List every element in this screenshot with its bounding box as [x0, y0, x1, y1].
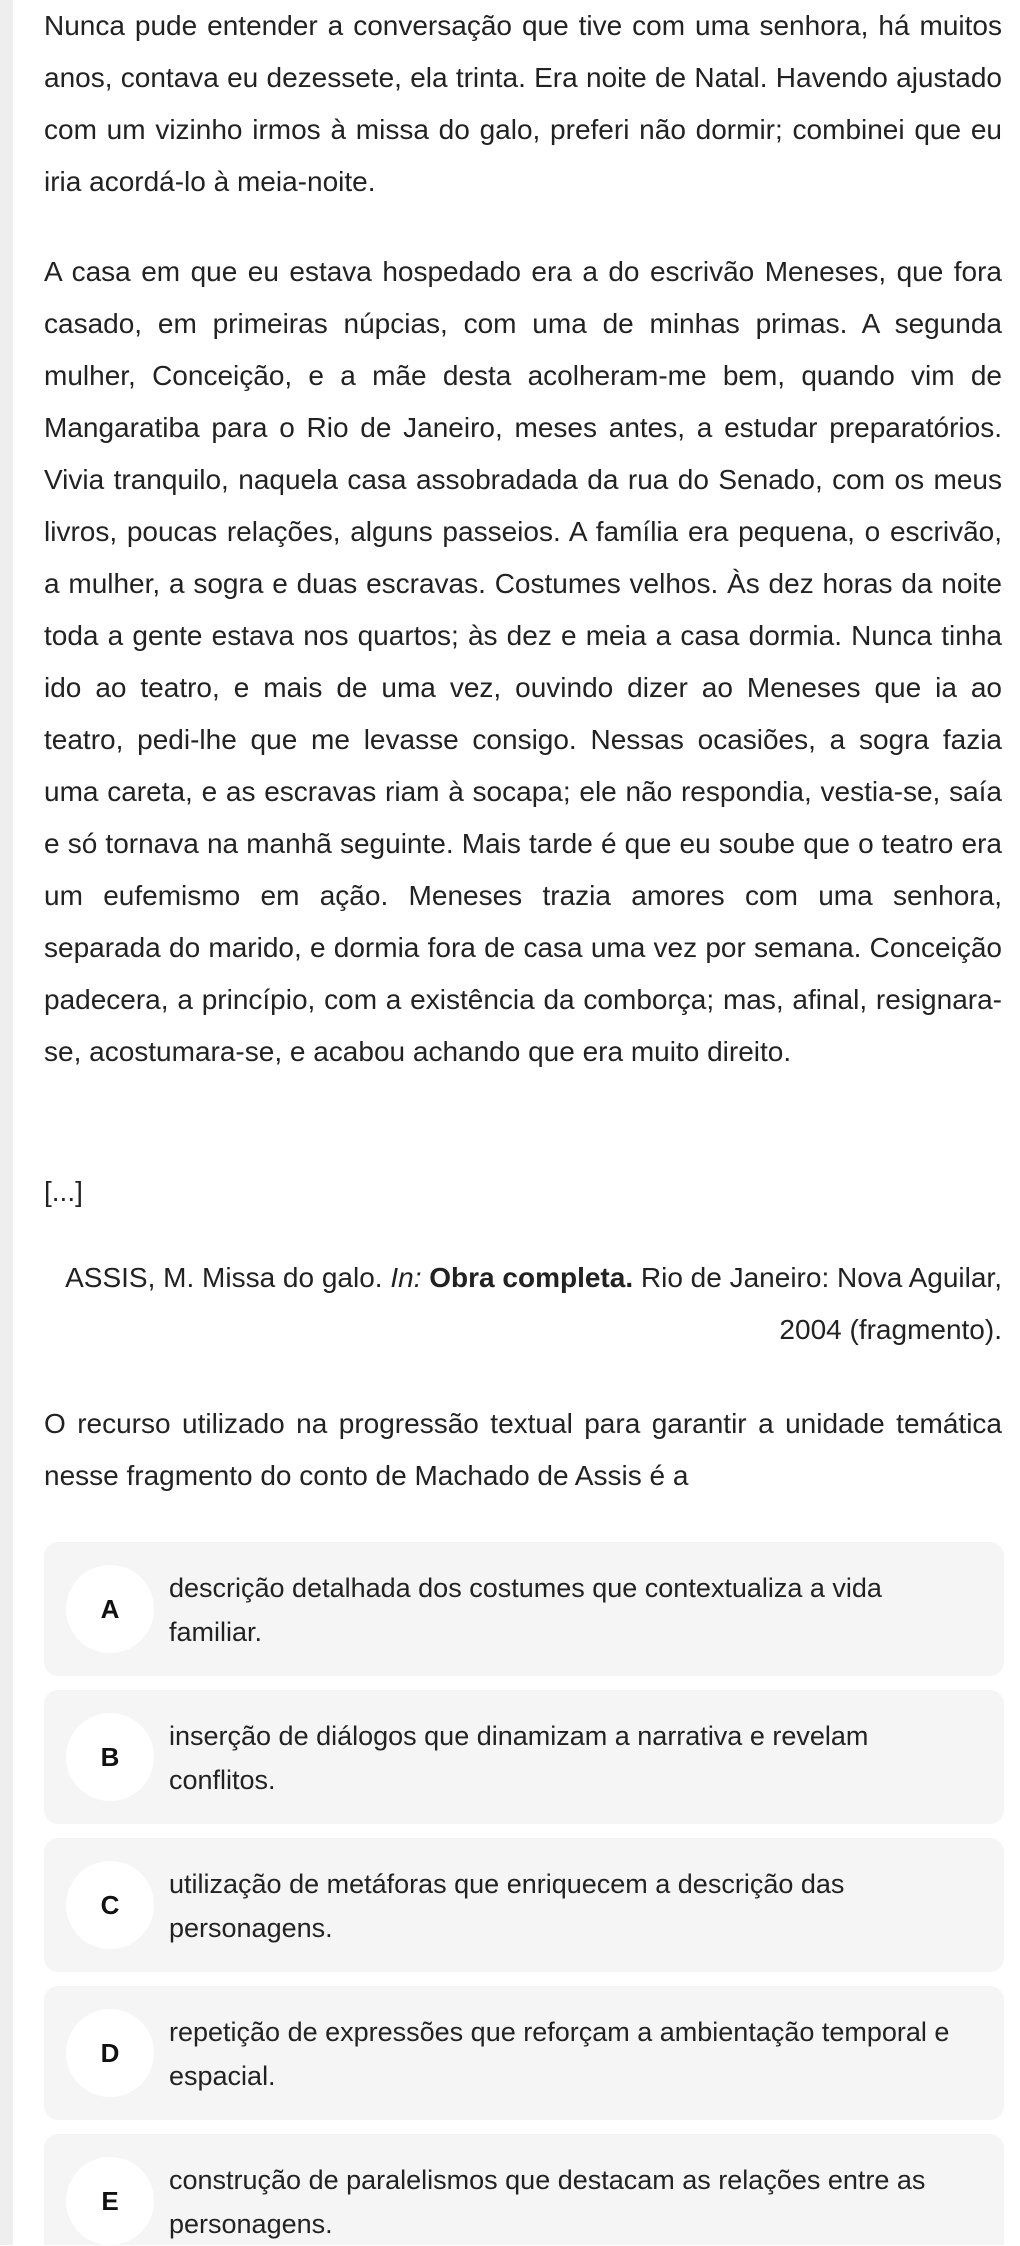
option-b[interactable] — [44, 1690, 1004, 1824]
option-letter: B — [66, 1713, 154, 1801]
option-text: utilização de metáforas que enriquecem a descrição das personagens. — [169, 1869, 845, 1943]
question-stem: O recurso utilizado na progressão textual para garantir a unidade temática nesse fragmento do conto de Machado de Assis é a — [44, 1408, 1002, 1491]
option-c[interactable] — [44, 1838, 1004, 1972]
option-d[interactable] — [44, 1986, 1004, 2120]
option-text: descrição detalhada dos costumes que contextualiza a vida familiar. — [169, 1573, 882, 1647]
citation — [44, 1252, 1002, 1356]
option-text: repetição de expressões que reforçam a ambientação temporal e espacial. — [169, 2017, 950, 2091]
option-text: construção de paralelismos que destacam as relações entre as personagens. — [169, 2165, 926, 2239]
option-e[interactable] — [44, 2134, 1004, 2245]
option-a[interactable] — [44, 1542, 1004, 1676]
option-letter: E — [66, 2157, 154, 2245]
citation-publisher: Rio de Janeiro: Nova Aguilar, — [633, 1262, 1002, 1293]
left-rail — [0, 0, 13, 2245]
citation-work: Obra completa. — [429, 1262, 634, 1293]
option-letter: C — [66, 1861, 154, 1949]
citation-author: ASSIS, M. Missa do galo. — [65, 1262, 391, 1293]
option-letter: A — [66, 1565, 154, 1653]
passage-paragraph-2: A casa em que eu estava hospedado era a do escrivão Meneses, que fora casado, em primeiras núpcias, com uma de minhas primas. A segunda mulher, Conceição, e a mãe desta acolheram-me bem, quando vim de Mangaratiba para o Rio de Janeiro, meses antes, a estudar preparatórios. Vivia tranquilo, naquela casa assobradada da rua do Senado, com os meus livros, poucas relações, alguns passeios. A família era pequena, o escrivão, a mulher, a sogra e duas escravas. Costumes velhos. Às dez horas da noite toda a gente estava nos quartos; às dez e meia a casa dormia. Nunca tinha ido ao teatro, e mais de uma vez, ouvindo dizer ao Meneses que ia ao teatro, pedi-lhe que me levasse consigo. Nessas ocasiões, a sogra fazia uma careta, e as escravas riam à socapa; ele não respondia, vestia-se, saía e só tornava na manhã seguinte. Mais tarde é que eu soube que o teatro era um eufemismo em ação. Meneses trazia amores com uma senhora, separada do marido, e dormia fora de casa uma vez por semana. Conceição padecera, a princípio, com a existência da comborça; mas, afinal, resignara-se, acostumara-se, e acabou achando que era muito direito. — [44, 256, 1002, 1067]
citation-in: In: — [390, 1262, 422, 1293]
citation-year: 2004 (fragmento). — [779, 1314, 1002, 1345]
option-letter: D — [66, 2009, 154, 2097]
passage-ellipsis: [...] — [44, 1176, 83, 1207]
passage-paragraph-1: Nunca pude entender a conversação que tive com uma senhora, há muitos anos, contava eu dezessete, ela trinta. Era noite de Natal. Havendo ajustado com um vizinho irmos à missa do galo, preferi não dormir; combinei que eu iria acordá-lo à meia-noite. — [44, 10, 1002, 197]
option-text: inserção de diálogos que dinamizam a narrativa e revelam conflitos. — [169, 1721, 869, 1795]
